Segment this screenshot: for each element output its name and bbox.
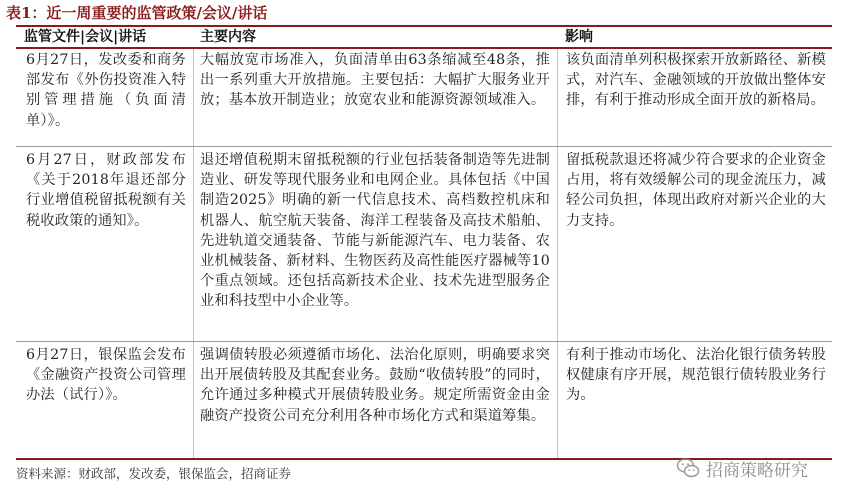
row-1-impact: 该负面清单列积极探索开放新路径、新模式，对汽车、金融领域的开放做出整体安排，有利于推动形成全面开放的新格局。: [566, 52, 826, 109]
row-2-impact: 留抵税款退还将减少符合要求的企业资金占用，将有效缓解公司的现金流压力，减轻公司负担，体现出政府对新兴企业的大力支持。: [566, 152, 826, 229]
row-1-source: 6月27日，发改委和商务部发布《外伤投资准入特别管理措施（负面清单）》。: [26, 52, 186, 129]
row-3-source: 6月27日，银保监会发布《金融资产投资公司管理办法（试行）》。: [26, 347, 186, 404]
row-3-content: 强调债转股必须遵循市场化、法治化原则，明确要求突出开展债转股及其配套业务。鼓励“收债转股”的同时，允许通过多种模式开展债转股业务。规定所需资金由金融资产投资公司充分利用各种市场化方式和渠道筹集。: [200, 347, 550, 424]
row-3-impact: 有利于推动市场化、法治化银行债务转股权健康有序开展，规范银行债转股业务行为。: [566, 347, 826, 404]
row-divider: [16, 341, 832, 342]
column-divider: [193, 49, 194, 458]
watermark: [676, 453, 808, 483]
row-2-source: 6月27日，财政部发布《关于2018年退还部分行业增值税留抵税额有关税收政策的通知》。: [26, 152, 186, 229]
column-divider: [557, 49, 558, 458]
source-note: 资料来源：财政部，发改委，银保监会，招商证券: [16, 466, 292, 481]
row-divider: [16, 146, 832, 147]
row-2-content: 退还增值税期末留抵税额的行业包括装备制造等先进制造业、研发等现代服务业和电网企业。具体包括《中国制造2025》明确的新一代信息技术、高档数控机床和机器人、航空航天装备、海洋工程装备及高技术船舶、先进轨道交通装备、节能与新能源汽车、电力装备、农业机械装备、新材料、生物医药及高性能医疗器械等10个重点领域。还包括高新技术企业、技术先进型服务企业和科技型中小企业等。: [200, 152, 550, 310]
table-title: 表1：近一周重要的监管政策/会议/讲话: [6, 4, 268, 22]
header-source: 监管文件|会议|讲话: [24, 29, 147, 45]
header-bottom-rule: [16, 47, 832, 49]
watermark-text: 招商策略研究: [706, 460, 808, 481]
row-1-content: 大幅放宽市场准入，负面清单由63条缩减至48条，推出一系列重大开放措施。主要包括：大幅扩大服务业开放；基本放开制造业；放宽农业和能源资源领域准入。: [200, 52, 550, 109]
wechat-icon: [676, 457, 700, 479]
header-content: 主要内容: [200, 29, 256, 45]
header-impact: 影响: [565, 29, 593, 45]
